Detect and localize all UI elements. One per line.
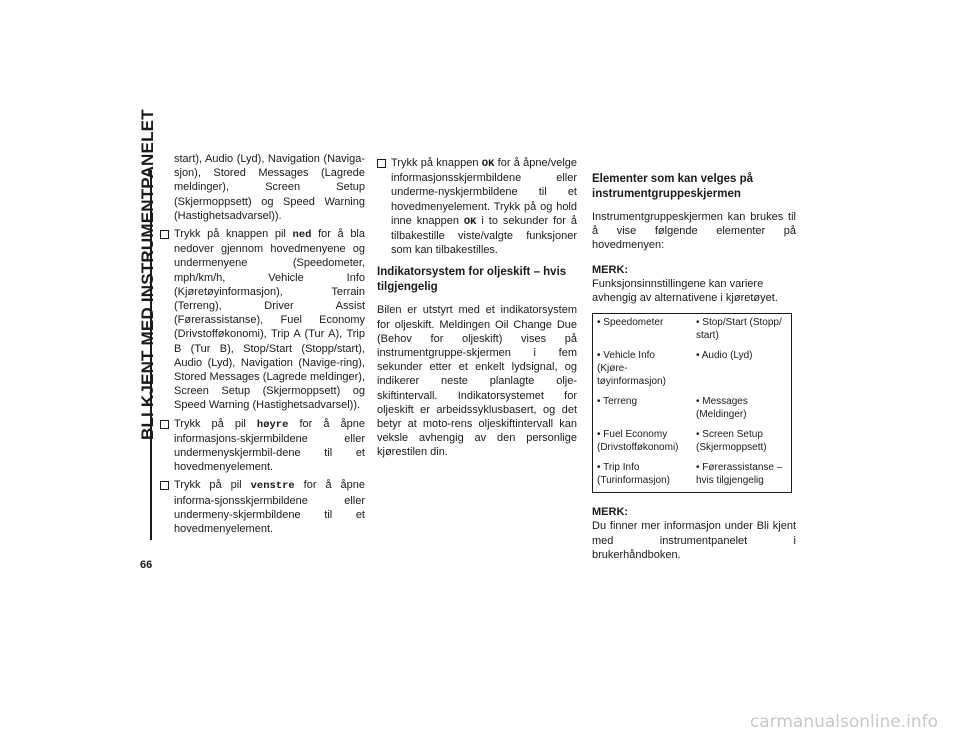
menu-items-table: [592, 313, 792, 493]
side-chapter-title: BLI KJENT MED INSTRUMENTPANELET: [138, 109, 157, 440]
checkbox-bullet-icon: [377, 159, 386, 168]
table-row: • Terreng • Messages (Meldinger): [597, 396, 748, 421]
note-text-2: Du finner mer informasjon under Bli kjent med instrumentpanelet i brukerhåndboken.: [592, 520, 796, 561]
keyword-right: høyre: [256, 418, 289, 431]
note-label-2: MERK:: [592, 506, 629, 519]
checkbox-bullet-icon: [160, 230, 169, 239]
table-row: • Fuel Economy (Drivstofføkonomi) • Screen Setup (Skjermoppsett): [597, 429, 767, 454]
column-1: [160, 152, 365, 536]
watermark-footer: carmanualsonline.info: [749, 712, 938, 732]
column-3: [592, 172, 796, 562]
oil-paragraph: Bilen er utstyrt med et indikatorsystem for oljeskift. Meldingen Oil Change Due (Behov for oljeskift) vises på instrumentgruppe-skjermen i fem sekunder etter et enkelt lydsignal, og indikerer neste planlagte olje-skiftintervall. Indikatorsystemet for oljeskift er arbeidssyklusbasert, og det betyr at moto-rens oljeskiftintervall kan veksle avhengig av den personlige kjørestilen din.: [377, 304, 577, 459]
page-number: 66: [140, 559, 153, 571]
keyword-left: venstre: [250, 480, 295, 493]
note-text-1: Funksjonsinnstillingene kan variere avhengig av alternativene i kjøretøyet.: [592, 277, 778, 305]
column-2: [377, 156, 577, 460]
keyword-ok: OK: [481, 158, 495, 170]
keyword-down: ned: [292, 229, 312, 242]
table-row: • Speedometer • Stop/Start (Stopp/ start): [597, 317, 782, 342]
bullet-right: Trykk på pil høyre for å åpne informasjons-skjermbildene eller undermenyskjermbil-dene til et hovedmenyelement.: [160, 417, 365, 475]
table-row: • Vehicle Info (Kjøre-tøyinformasjon) • Audio (Lyd): [597, 350, 753, 388]
keyword-ok-2: OK: [463, 215, 477, 228]
checkbox-bullet-icon: [160, 481, 169, 490]
table-row: • Trip Info (Turinformasjon) • Førerassistanse – hvis tilgjengelig: [597, 462, 783, 487]
continued-text: start), Audio (Lyd), Navigation (Naviga-sjon), Stored Messages (Lagrede meldinger), Screen Setup (Skjermoppsett) og Speed Warning (Hastighetsadvarsel)).: [174, 153, 365, 222]
bullet-left: Trykk på pil venstre for å åpne informa-sjonsskjermbildene eller undermeny-skjermbildene til et hovedmenyelement.: [160, 478, 365, 536]
bullet-ok: Trykk på knappen OK for å åpne/velge informasjonsskjermbildene eller underme-nyskjermbildene til et hovedmenyelement. Trykk på og hold inne knappen OK i to sekunder for å tilbakestille viste/valgte funksjoner som kan tilbakestilles.: [377, 156, 577, 257]
bullet-down: Trykk på knappen pil ned for å bla nedover gjennom hovedmenyene og undermenyene (Speedometer, mph/km/h, Vehicle Info (Kjøretøyinformasjon), Terrain (Terreng), Driver Assist (Førerassistanse), Fuel Economy (Drivstofføkonomi), Trip A (Tur A), Trip B (Tur B), Stop/Start (Stopp/start), Audio (Lyd), Navigation (Navige-ring), Stored Messages (Lagrede meldinger), Screen Setup (Skjermoppsett) og Speed Warning (Hastighetsadvarsel)).: [160, 227, 365, 413]
note-label-1: MERK:: [592, 263, 629, 276]
checkbox-bullet-icon: [160, 420, 169, 429]
section-heading-elements: Elementer som kan velges på instrumentgruppeskjermen: [592, 173, 754, 200]
section-heading-oil: Indikatorsystem for oljeskift – hvis tilgjengelig: [377, 266, 567, 294]
elements-paragraph: Instrumentgruppeskjermen kan brukes til å vise følgende elementer på hovedmenyen:: [592, 211, 796, 252]
